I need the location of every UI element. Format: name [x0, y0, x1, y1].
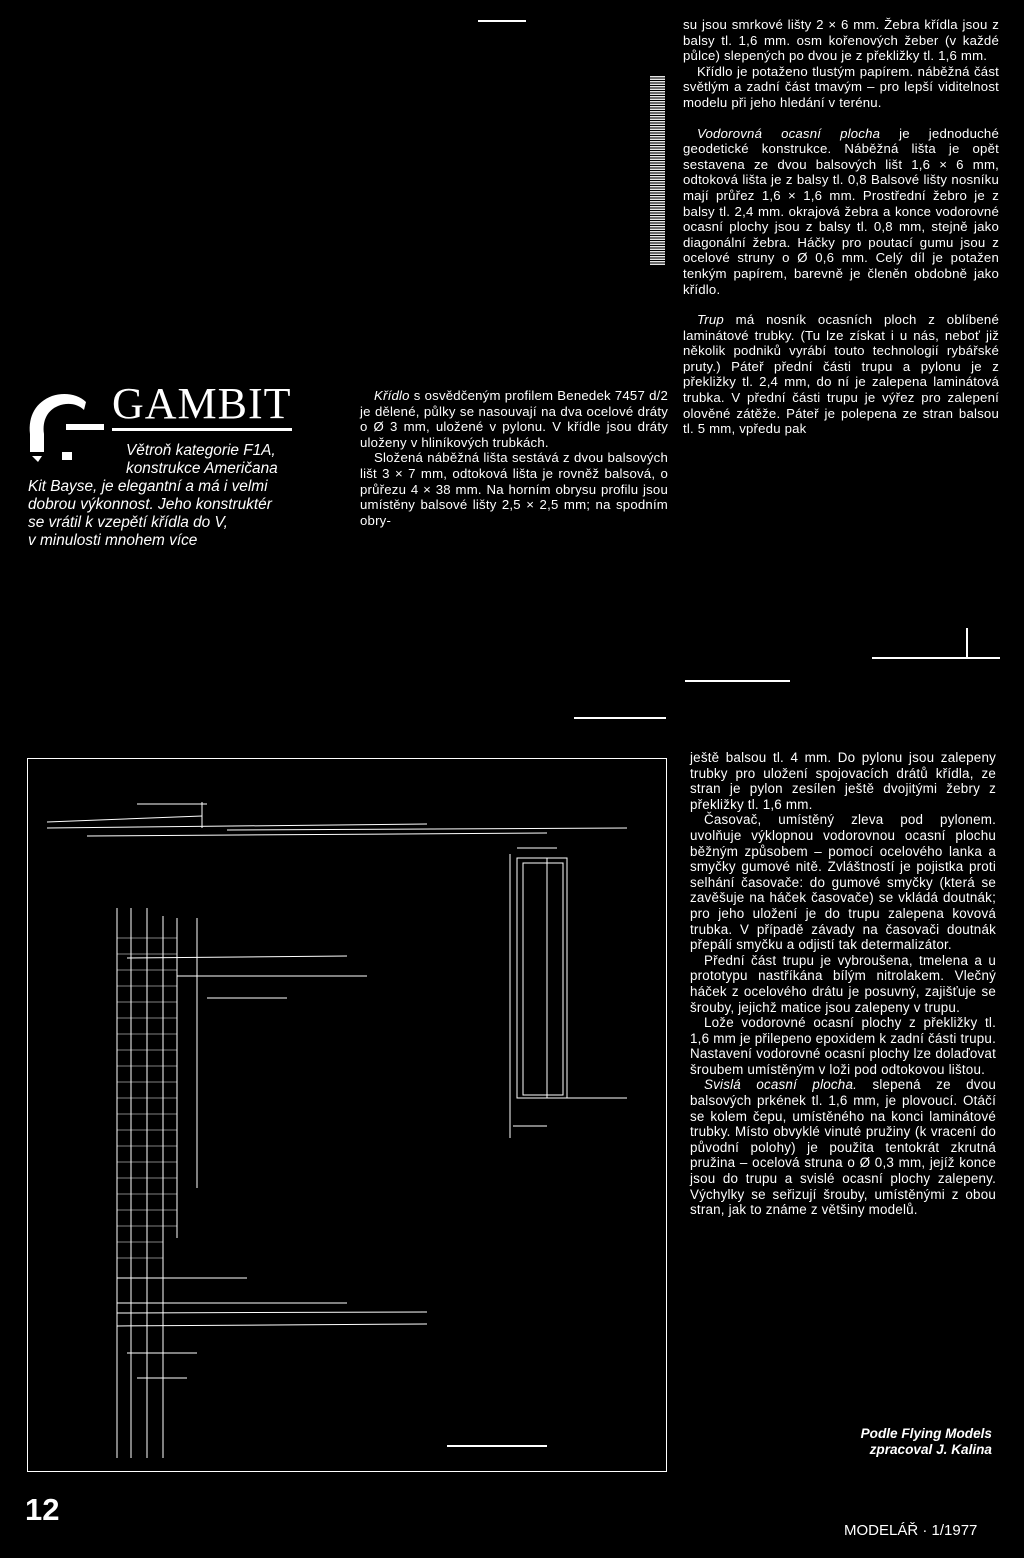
paragraph: ještě balsou tl. 4 mm. Do pylonu jsou zalepeny trubky pro uložení spojovacích drátů křídla, ze stran je pylon zesílen ještě dvojitými žebry z překližky tl. 1,6 mm. [690, 750, 996, 812]
paragraph: Křídlo je potaženo tlustým papírem. náběžná část světlým a zadní část tmavým – pro lepší viditelnost modelu při jeho hledání v terénu. [683, 63, 999, 110]
drawing-line [47, 824, 427, 828]
emphasis: Trup [697, 312, 724, 328]
paragraph-text: má nosník ocasních ploch z oblíbené laminátové trubky. (Tu lze získat i u nás, neboť již několik podniků vyrábí touto technologií rybářské pruty.) Páteř přední části trupu a pylonu je z překližky tl. 2,4 mm, do ní je zalepena laminátová trubka. V přední části trupu je výřez pro zalepení olověné zátěže. Páteř je polepena ze stran balsou tl. 5 mm, vpředu pak [683, 312, 999, 437]
intro-line: se vrátil k vzepětí křídla do V, [28, 514, 228, 531]
paragraph: Složená náběžná lišta sestává z dvou balsových lišt 3 × 7 mm, odtoková lišta je rovněž balsová, o průřezu 4 × 38 mm. Na horním obrysu profilu jsou umístěny balsové lišty 2,5 × 2,5 mm; na spodním obry- [360, 450, 668, 528]
intro-line: Větroň kategorie F1A, [126, 442, 276, 459]
rule [966, 628, 968, 658]
drawing-line [47, 816, 202, 822]
paragraph [683, 126, 999, 298]
drawing-frame [28, 759, 667, 1472]
paragraph: su jsou smrkové lišty 2 × 6 mm. Žebra křídla jsou z balsy tl. 1,6 mm. osm kořenových žeber (v každé půlce) slepených po dvou je z překližky tl. 1,6 mm. [683, 17, 999, 64]
paragraph-text: slepená ze dvou balsových prkének tl. 1,6 mm, je plovoucí. Otáčí se kolem čepu, umístěného na konci laminátové trubky. Místo obvyklé vinuté pružiny (k vracení do původní polohy) je použita tentokrát zkrutná pružina – ocelová struna o Ø 0,3 mm, jejíž konce jsou do trupu a svislé ocasní plochy zalepeny. Výchylky se seřizují šrouby, umístěnými z obou stran, jak to známe z většiny modelů. [690, 1077, 996, 1218]
paragraph [683, 312, 999, 437]
paragraph: Časovač, umístěný zleva pod pylonem. uvolňuje výklopnou vodorovnou ocasní plochu běžným způsobem – pomocí ocelového lanka a smyčky gumové nitě. Zvláštností je pojistka proti selhání časovače: do gumové smyčky (která se zavěšuje na háček časovače) se vkládá doutnák; pro jeho uložení je do trupu zalepena kovová trubka. V případě závady na časovači doutnák přepálí smyčku a odjistí tak determalizátor. [690, 812, 996, 953]
drawing-line [227, 828, 627, 830]
paragraph-text: s osvědčeným profilem Benedek 7457 d/2 je dělené, půlky se nasouvají na dva ocelové dráty o Ø 3 mm, uložené v pylonu. V křídle jsou dráty uloženy v hliníkových trubkách. [360, 388, 668, 450]
publication-footer: MODELÁŘ · 1/1977 [844, 1522, 978, 1539]
text-column-top-right [683, 17, 999, 437]
paragraph [690, 1077, 996, 1217]
intro-line: dobrou výkonnost. Jeho konstruktér [28, 496, 272, 513]
emphasis: Křídlo [374, 388, 410, 403]
text-column-bottom-right [690, 750, 996, 1218]
intro-line: konstrukce Američana [126, 460, 278, 477]
credit-line: Podle Flying Models [860, 1426, 992, 1441]
rule [685, 680, 790, 682]
rule [574, 717, 666, 719]
intro-line: v minulosti mnohem více [28, 532, 198, 549]
wing-ribs [117, 938, 177, 1258]
credit-line: zpracoval J. Kalina [869, 1442, 992, 1457]
article-title: GAMBIT [112, 382, 292, 431]
intro-line: Kit Bayse, je elegantní a má i velmi [28, 478, 268, 495]
emphasis: Svislá ocasní plocha. [704, 1077, 858, 1093]
photo-strip [650, 75, 665, 265]
rule [872, 657, 1000, 659]
drawing-line [87, 833, 547, 836]
emphasis: Vodorovná ocasní plocha [697, 125, 881, 141]
intro-text [28, 442, 340, 550]
text-column-middle [360, 388, 668, 528]
page-number: 12 [25, 1492, 60, 1527]
paragraph [360, 388, 668, 450]
fuselage-section [523, 863, 563, 1095]
fuselage-section [517, 858, 567, 1098]
credits [800, 1426, 992, 1458]
plan-drawing [27, 758, 667, 1472]
drawing-line [127, 956, 347, 958]
top-rule [478, 20, 526, 22]
paragraph: Přední část trupu je vybroušena, tmelena a u prototypu nastříkána bílým nitrolakem. Vlečný háček z ocelového drátu je posuvný, zajišťuje se šrouby, jejichž matice jsou zalepeny v trupu. [690, 952, 996, 1015]
paragraph: Lože vodorovné ocasní plochy z překližky tl. 1,6 mm je přilepeno epoxidem k zadní části trupu. Nastavení vodorovné ocasní plochy lze dolaďovat šroubem umístěným v loži pod odtokovou lištou. [690, 1015, 996, 1077]
paragraph-text: je jednoduché geodetické konstrukce. Náběžná lišta je opět sestavena ze dvou balsových lišt 1,6 × 6 mm, odtoková lišta je z balsy tl. 0,8 Balsové lišty nosníku mají průřez 1,6 × 1,6 mm. Prostřední žebro je z balsy tl. 2,4 mm. okrajová žebra a konce vodorovné ocasní plochy jsou z balsy tl. 0,8 mm, stejně jako diagonální žebra. Háčky pro poutací gumu jsou z ocelové struny o Ø 0,6 mm. Celý díl je potažen tenkým papírem, barevně je členěn obdobně jako křídlo. [683, 125, 999, 297]
